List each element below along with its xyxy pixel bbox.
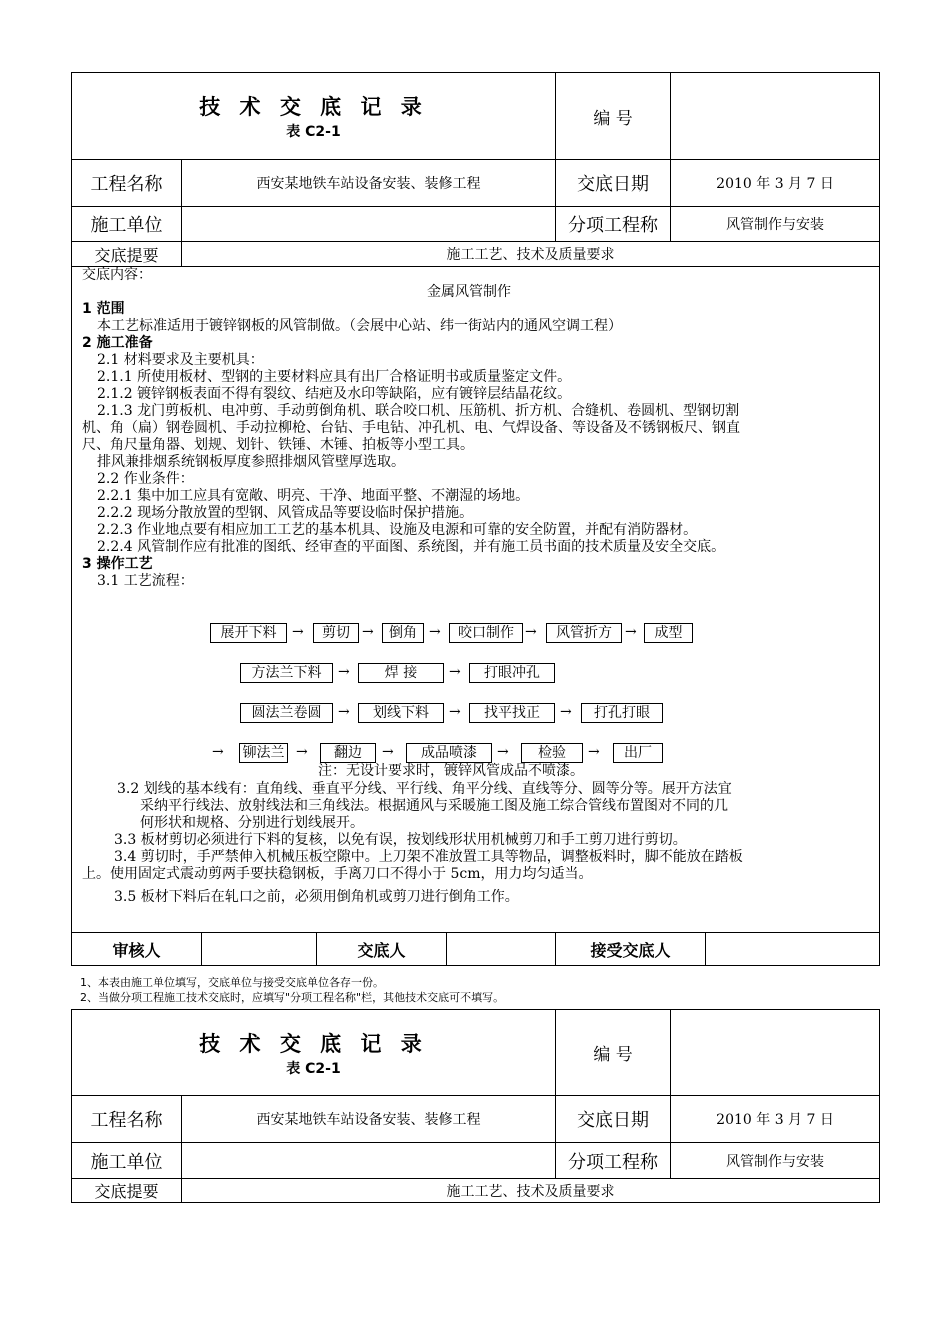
reviewer-label: 审核人 bbox=[72, 933, 202, 966]
flow-arrow: → bbox=[588, 744, 600, 760]
unit-value[interactable] bbox=[182, 207, 556, 242]
flow-arrow: → bbox=[449, 704, 461, 720]
date-value[interactable]: 2010 年 3 月 7 日 bbox=[671, 160, 880, 207]
sub-project-label: 分项工程称 bbox=[556, 1143, 671, 1179]
text-line: 尺、角尺量角器、划规、划针、铁锤、木锤、拍板等小型工具。 bbox=[82, 437, 474, 453]
project-name-value[interactable]: 西安某地铁车站设备安装、装修工程 bbox=[182, 1096, 556, 1143]
date-label: 交底日期 bbox=[556, 160, 671, 207]
sub-project-value[interactable]: 风管制作与安装 bbox=[671, 207, 880, 242]
text-line: 2.1.1 所使用板材、型钢的主要材料应具有出厂合格证明书或质量鉴定文件。 bbox=[97, 369, 572, 385]
content-area bbox=[72, 267, 880, 933]
text-line: 排风兼排烟系统钢板厚度参照排烟风管壁厚选取。 bbox=[97, 454, 405, 470]
form-subtitle: 表 C2-1 bbox=[286, 124, 341, 140]
sub-project-label: 分项工程称 bbox=[556, 207, 671, 242]
date-label: 交底日期 bbox=[556, 1096, 671, 1143]
receiver-label: 接受交底人 bbox=[556, 933, 706, 966]
number-label: 编 号 bbox=[556, 73, 671, 160]
flow-step: 风管折方 bbox=[546, 623, 622, 643]
text-line: 2.1.2 镀锌钢板表面不得有裂纹、结疤及水印等缺陷，应有镀锌层结晶花纹。 bbox=[97, 386, 572, 402]
flow-step: 成型 bbox=[644, 623, 693, 643]
form-title-cell bbox=[72, 73, 556, 160]
form-title: 技 术 交 底 记 录 bbox=[199, 1031, 428, 1056]
summary-value[interactable]: 施工工艺、技术及质量要求 bbox=[182, 1179, 880, 1203]
flow-arrow: → bbox=[449, 664, 461, 680]
flow-step: 检验 bbox=[521, 743, 583, 763]
content-heading: 交底内容： bbox=[82, 267, 152, 283]
text-line: 3.2 划线的基本线有：直角线、垂直平分线、平行线、角平分线、直线等分、圆等分等。展开方法宜 bbox=[117, 781, 732, 797]
text-line: 上。使用固定式震动剪两手要扶稳钢板，手离刀口不得小于 5cm，用力均匀适当。 bbox=[82, 866, 593, 882]
text-line: 2.1.3 龙门剪板机、电冲剪、手动剪倒角机、联合咬口机、压筋机、折方机、合缝机、卷圆机、型钢切割 bbox=[97, 403, 740, 419]
receiver-value[interactable] bbox=[706, 933, 880, 966]
form-subtitle: 表 C2-1 bbox=[286, 1060, 341, 1077]
flow-step: 出厂 bbox=[613, 743, 663, 763]
flow-step: 展开下料 bbox=[210, 623, 287, 643]
text-line: 2.2.2 现场分散放置的型钢、风管成品等要设临时保护措施。 bbox=[97, 505, 474, 521]
flow-step: 剪切 bbox=[313, 623, 359, 643]
flow-arrow: → bbox=[497, 744, 509, 760]
footnote: 1、本表由施工单位填写，交底单位与接受交底单位各存一份。 bbox=[80, 976, 384, 989]
number-label: 编 号 bbox=[556, 1010, 671, 1096]
number-value[interactable] bbox=[671, 73, 880, 160]
flow-step: 方法兰下料 bbox=[240, 663, 333, 683]
flow-step: 打眼冲孔 bbox=[469, 663, 555, 683]
flow-arrow: → bbox=[382, 744, 394, 760]
flow-arrow: → bbox=[625, 624, 637, 640]
flow-step: 找平找正 bbox=[469, 703, 555, 723]
project-name-value[interactable]: 西安某地铁车站设备安装、装修工程 bbox=[182, 160, 556, 207]
flow-arrow: → bbox=[338, 704, 350, 720]
flow-arrow: → bbox=[560, 704, 572, 720]
text-line: 2.1 材料要求及主要机具： bbox=[97, 352, 264, 368]
text-line: 2.2.4 风管制作应有批准的图纸、经审查的平面图、系统图，并有施工员书面的技术质量及安全交底。 bbox=[97, 539, 726, 555]
flow-arrow: → bbox=[292, 624, 304, 640]
flow-step: 铆法兰 bbox=[239, 743, 288, 763]
number-value[interactable] bbox=[671, 1010, 880, 1096]
date-value[interactable]: 2010 年 3 月 7 日 bbox=[671, 1096, 880, 1143]
summary-value[interactable]: 施工工艺、技术及质量要求 bbox=[182, 242, 880, 267]
unit-label: 施工单位 bbox=[72, 207, 182, 242]
flow-arrow: → bbox=[362, 624, 374, 640]
flow-arrow: → bbox=[525, 624, 537, 640]
flow-note: 注：无设计要求时，镀锌风管成品不喷漆。 bbox=[318, 763, 584, 779]
project-name-label: 工程名称 bbox=[72, 160, 182, 207]
text-line: 何形状和规格、分别进行划线展开。 bbox=[140, 815, 364, 831]
text-line: 3.4 剪切时，手严禁伸入机械压板空隙中。上刀架不准放置工具等物品，调整板料时，脚不能放在踏板 bbox=[114, 849, 743, 865]
text-line: 3.1 工艺流程： bbox=[97, 573, 194, 589]
flow-step: 咬口制作 bbox=[449, 623, 523, 643]
project-name-label: 工程名称 bbox=[72, 1096, 182, 1143]
footnote: 2、当做分项工程施工技术交底时，应填写"分项工程名称"栏，其他技术交底可不填写。 bbox=[80, 991, 505, 1004]
flow-step: 圆法兰卷圆 bbox=[240, 703, 333, 723]
flow-step: 成品喷漆 bbox=[406, 743, 492, 763]
text-line: 采纳平行线法、放射线法和三角线法。根据通风与采暖施工图及施工综合管线布置图对不同的几 bbox=[140, 798, 728, 814]
text-line: 2.2 作业条件： bbox=[97, 471, 194, 487]
form-title: 技 术 交 底 记 录 bbox=[199, 95, 428, 119]
discloser-value[interactable] bbox=[447, 933, 556, 966]
unit-label: 施工单位 bbox=[72, 1143, 182, 1179]
text-line: 2.2.3 作业地点要有相应加工工艺的基本机具、设施及电源和可靠的安全防置，并配有消防器材。 bbox=[97, 522, 698, 538]
form-title-cell bbox=[72, 1010, 556, 1096]
unit-value[interactable] bbox=[182, 1143, 556, 1179]
flow-step: 倒角 bbox=[382, 623, 424, 643]
sub-project-value[interactable]: 风管制作与安装 bbox=[671, 1143, 880, 1179]
flow-step: 划线下料 bbox=[358, 703, 444, 723]
flow-step: 翻边 bbox=[320, 743, 376, 763]
reviewer-value[interactable] bbox=[202, 933, 317, 966]
text-line: 2.2.1 集中加工应具有宽敞、明亮、干净、地面平整、不潮湿的场地。 bbox=[97, 488, 530, 504]
flow-arrow: → bbox=[338, 664, 350, 680]
summary-label: 交底提要 bbox=[72, 242, 182, 267]
flow-step: 打孔打眼 bbox=[581, 703, 663, 723]
text-line: 本工艺标准适用于镀锌钢板的风管制做。（会展中心站、纬一街站内的通风空调工程） bbox=[97, 318, 622, 334]
heading-process: 3 操作工艺 bbox=[82, 556, 153, 572]
summary-label: 交底提要 bbox=[72, 1179, 182, 1203]
section-title: 金属风管制作 bbox=[427, 284, 511, 300]
text-line: 机、角（扁）钢卷圆机、手动拉柳枪、台钻、手电钻、冲孔机、电、气焊设备、等设备及不锈钢板尺、钢直 bbox=[82, 420, 740, 436]
flow-arrow: → bbox=[212, 744, 224, 760]
discloser-label: 交底人 bbox=[317, 933, 447, 966]
heading-scope: 1 范围 bbox=[82, 301, 125, 317]
flow-arrow: → bbox=[296, 744, 308, 760]
flow-step: 焊 接 bbox=[358, 663, 444, 683]
disclosure-form-2 bbox=[71, 1009, 880, 1203]
heading-preparation: 2 施工准备 bbox=[82, 335, 153, 351]
disclosure-form-1 bbox=[71, 72, 880, 966]
text-line: 3.3 板材剪切必须进行下料的复核，以免有误，按划线形状用机械剪刀和手工剪刀进行剪切。 bbox=[114, 832, 687, 848]
text-line: 3.5 板材下料后在轧口之前，必须用倒角机或剪刀进行倒角工作。 bbox=[114, 889, 519, 905]
flow-arrow: → bbox=[429, 624, 441, 640]
